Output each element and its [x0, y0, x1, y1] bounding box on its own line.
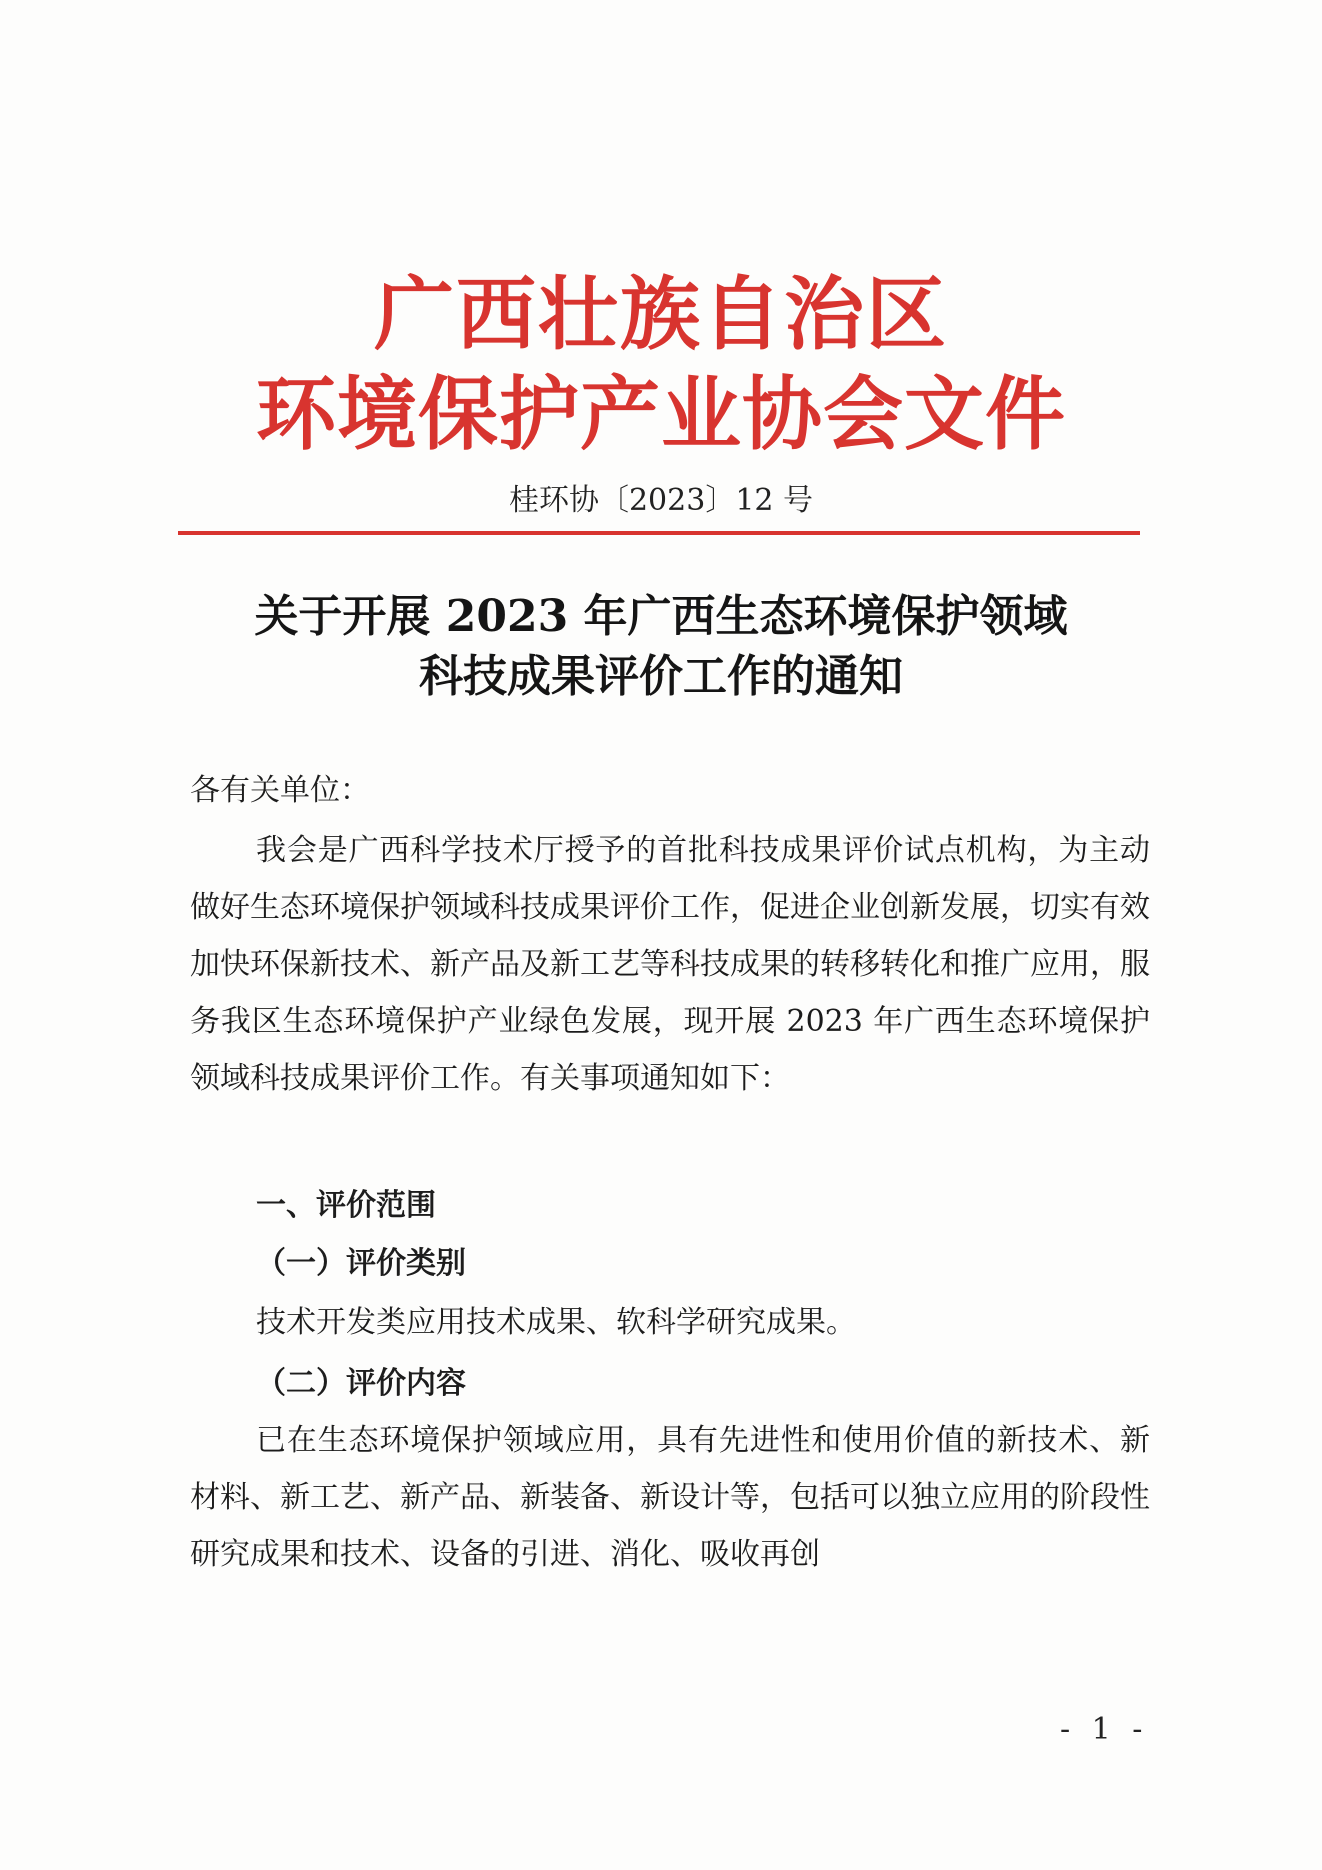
document-number: 桂环协〔2023〕12 号 [508, 483, 814, 518]
issuer-header-line2: 环境保护产业协会文件 [256, 368, 1066, 461]
page-number: - 1 - [1060, 1712, 1149, 1747]
category-paragraph [190, 1294, 1150, 1351]
subsection-heading-category: （一）评价类别 [256, 1246, 466, 1281]
red-divider-line [178, 531, 1140, 535]
content-paragraph-text: 已在生态环境保护领域应用，具有先进性和使用价值的新技术、新材料、新工艺、新产品、新装备、新设计等，包括可以独立应用的阶段性研究成果和技术、设备的引进、消化、吸收再创 [190, 1423, 1150, 1572]
intro-paragraph-text: 我会是广西科学技术厅授予的首批科技成果评价试点机构，为主动做好生态环境保护领域科技成果评价工作，促进企业创新发展，切实有效加快环保新技术、新产品及新工艺等科技成果的转移转化和推广应用，服务我区生态环境保护产业绿色发展，现开展 2023 年广西生态环境保护领域科技成果评价工作。有关事项通知如下： [190, 833, 1150, 1096]
content-paragraph [190, 1412, 1150, 1583]
subsection-heading-content: （二）评价内容 [256, 1366, 466, 1401]
notice-title-line2: 科技成果评价工作的通知 [419, 651, 903, 702]
notice-title-line1: 关于开展 2023 年广西生态环境保护领域 [254, 591, 1068, 642]
salutation: 各有关单位： [190, 773, 370, 808]
issuer-header-line1: 广西壮族自治区 [374, 268, 948, 361]
intro-paragraph [190, 822, 1150, 1107]
section-heading-scope: 一、评价范围 [256, 1188, 436, 1223]
category-paragraph-text: 技术开发类应用技术成果、软科学研究成果。 [256, 1305, 856, 1340]
